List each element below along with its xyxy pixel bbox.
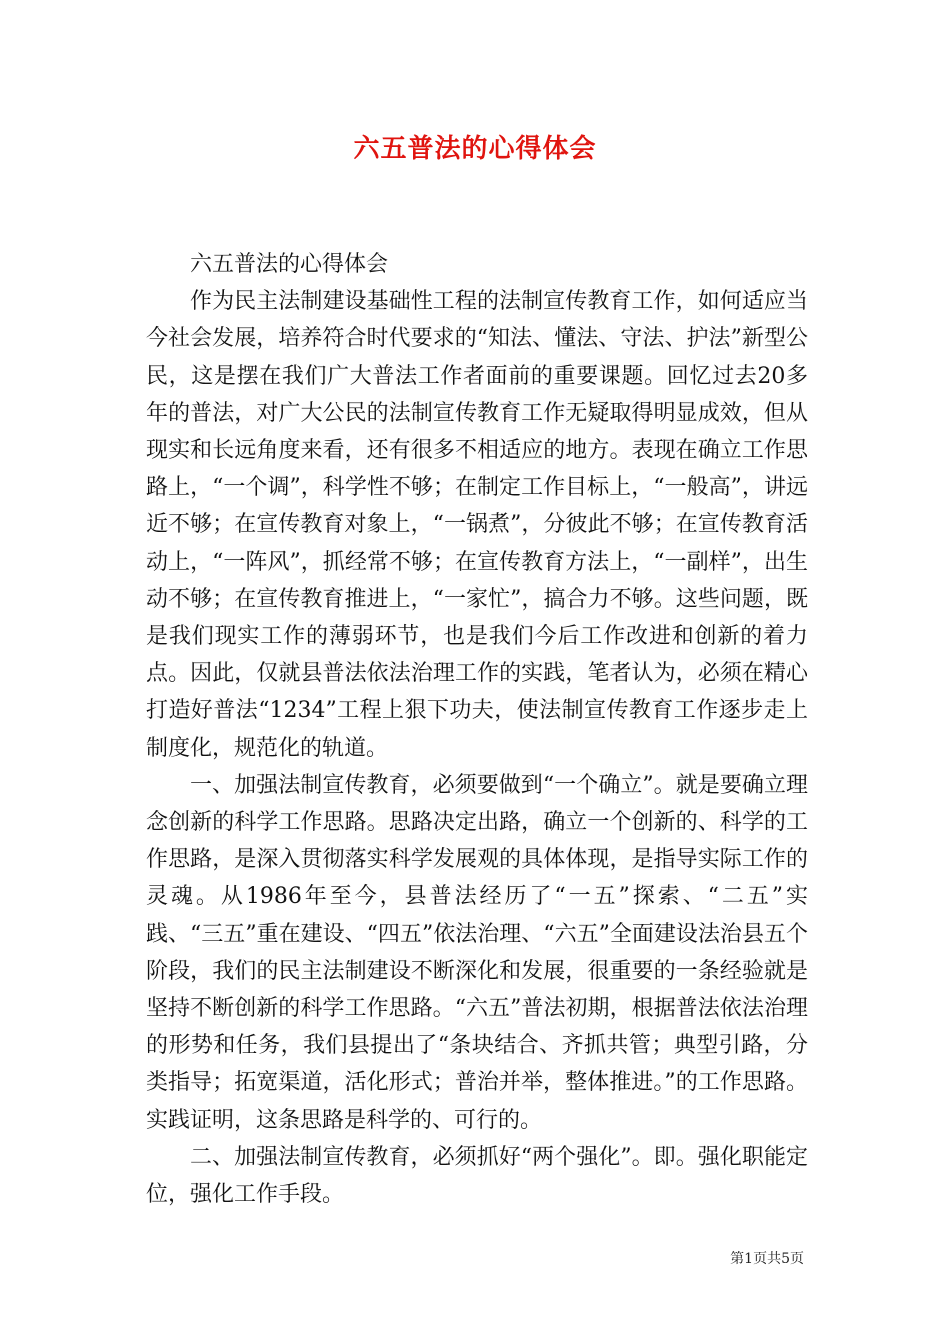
page-number-footer — [730, 1248, 804, 1268]
paragraph-section-one: 一、加强法制宣传教育，必须要做到“一个确立”。就是要确立理念创新的科学工作思路。思路决定出路，确立一个创新的、科学的工作思路，是深入贯彻落实科学发展观的具体体现，是指导实际工作的灵魂。从1986年至今，县普法经历了“一五”探索、“二五”实践、“三五”重在建设、“四五”依法治理、“六五”全面建设法治县五个阶段，我们的民主法制建设不断深化和发展，很重要的一条经验就是坚持不断创新的科学工作思路。“六五”普法初期，根据普法依法治理的形势和任务，我们县提出了“条块结合、齐抓共管；典型引路，分类指导；拓宽渠道，活化形式；普治并举，整体推进。”的工作思路。实践证明，这条思路是科学的、可行的。 — [146, 772, 808, 1133]
document-body — [146, 246, 808, 1213]
paragraph-subtitle: 六五普法的心得体会 — [190, 252, 389, 277]
page-number-label: 第1页共5页 — [730, 1251, 804, 1267]
document-title: 六五普法的心得体会 — [353, 134, 597, 164]
paragraph-intro: 作为民主法制建设基础性工程的法制宣传教育工作，如何适应当今社会发展，培养符合时代要求的“知法、懂法、守法、护法”新型公民，这是摆在我们广大普法工作者面前的重要课题。回忆过去20多年的普法，对广大公民的法制宣传教育工作无疑取得明显成效，但从现实和长远角度来看，还有很多不相适应的地方。表现在确立工作思路上，“一个调”，科学性不够；在制定工作目标上，“一般高”，讲远近不够；在宣传教育对象上，“一锅煮”，分彼此不够；在宣传教育活动上，“一阵风”，抓经常不够；在宣传教育方法上，“一副样”，出生动不够；在宣传教育推进上，“一家忙”，搞合力不够。这些问题，既是我们现实工作的薄弱环节，也是我们今后工作改进和创新的着力点。因此，仅就县普法依法治理工作的实践，笔者认为，必须在精心打造好普法“1234”工程上狠下功夫，使法制宣传教育工作逐步走上制度化，规范化的轨道。 — [146, 289, 809, 761]
paragraph-section-two: 二、加强法制宣传教育，必须抓好“两个强化”。即。强化职能定位，强化工作手段。 — [146, 1144, 808, 1208]
